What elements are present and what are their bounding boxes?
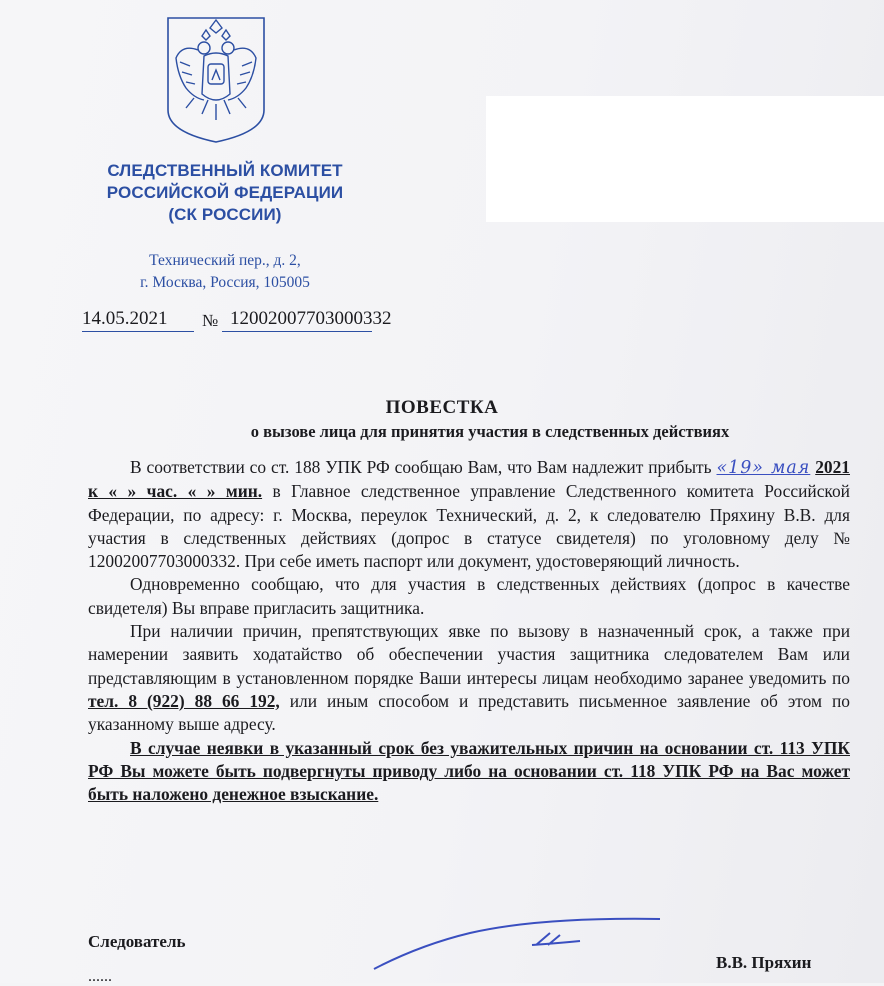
document-title: ПОВЕСТКА bbox=[385, 397, 499, 418]
handwritten-date: «19» мая bbox=[716, 458, 811, 478]
handwritten-signature bbox=[360, 905, 690, 983]
date-underline bbox=[82, 331, 194, 332]
phone-number: тел. 8 (922) 88 66 192, bbox=[88, 690, 280, 711]
paragraph-notice bbox=[88, 620, 850, 736]
paragraph-defender bbox=[88, 573, 850, 620]
signer-name: В.В. Пряхин bbox=[716, 953, 812, 972]
organization-address bbox=[100, 250, 350, 294]
coat-of-arms-icon bbox=[164, 14, 268, 144]
organization-line: (СК РОССИИ) bbox=[168, 205, 282, 224]
summons-text-start: В соответствии со ст. 188 УПК РФ сообщаю Вам, что Вам надлежит прибыть bbox=[130, 457, 717, 477]
organization-name bbox=[80, 160, 370, 226]
number-underline bbox=[222, 331, 372, 332]
number-sign: № bbox=[202, 311, 219, 330]
summons-text-end: в Главное следственное управление Следственного комитета Российской Федерации, по адресу: г. Москва, переулок Технический, д. 2, к следователю Пряхину В.В. для участия в следственных действиях (допрос в статусе свидетеля) по уголовному делу № 12002007703000332. При себе иметь паспорт или документ, удостоверяющий личность. bbox=[88, 481, 850, 572]
summons-year-time: 2021 к « » час. « » мин. bbox=[88, 457, 850, 502]
document-number: 12002007703000332 bbox=[230, 308, 392, 329]
document-date: 14.05.2021 bbox=[82, 308, 168, 329]
address-line: г. Москва, Россия, 105005 bbox=[140, 274, 310, 291]
document-body bbox=[88, 456, 850, 806]
notice-text-start: При наличии причин, препятствующих явке по вызову в назначенный срок, а также при намерении заявить ходатайство об обеспечении участия защитника следователем Вам или представляющим в установленном порядке Ваши интересы лицам необходимо заранее уведомить по bbox=[88, 621, 850, 688]
paragraph-warning bbox=[88, 737, 850, 807]
footer-dots: ...... bbox=[88, 968, 112, 985]
organization-line: СЛЕДСТВЕННЫЙ КОМИТЕТ bbox=[107, 161, 343, 180]
defender-text: Одновременно сообщаю, что для участия в следственных действиях (допрос в качестве свидетеля) Вы вправе пригласить защитника. bbox=[88, 574, 850, 618]
document-subtitle: о вызове лица для принятия участия в следственных действиях bbox=[250, 422, 730, 441]
notice-text-end: или иным способом и представить письменное заявление об этом по указанному выше адресу. bbox=[88, 690, 850, 735]
redacted-recipient-box bbox=[486, 96, 884, 222]
signer-position: Следователь bbox=[88, 932, 186, 951]
warning-text: В случае неявки в указанный срок без уважительных причин на основании ст. 113 УПК РФ Вы можете быть подвергнуты приводу либо на основании ст. 118 УПК РФ на Вас может быть наложено денежное взыскание. bbox=[88, 737, 850, 805]
organization-line: РОССИЙСКОЙ ФЕДЕРАЦИИ bbox=[106, 183, 344, 202]
address-line: Технический пер., д. 2, bbox=[149, 252, 301, 269]
paragraph-summons bbox=[88, 456, 850, 573]
